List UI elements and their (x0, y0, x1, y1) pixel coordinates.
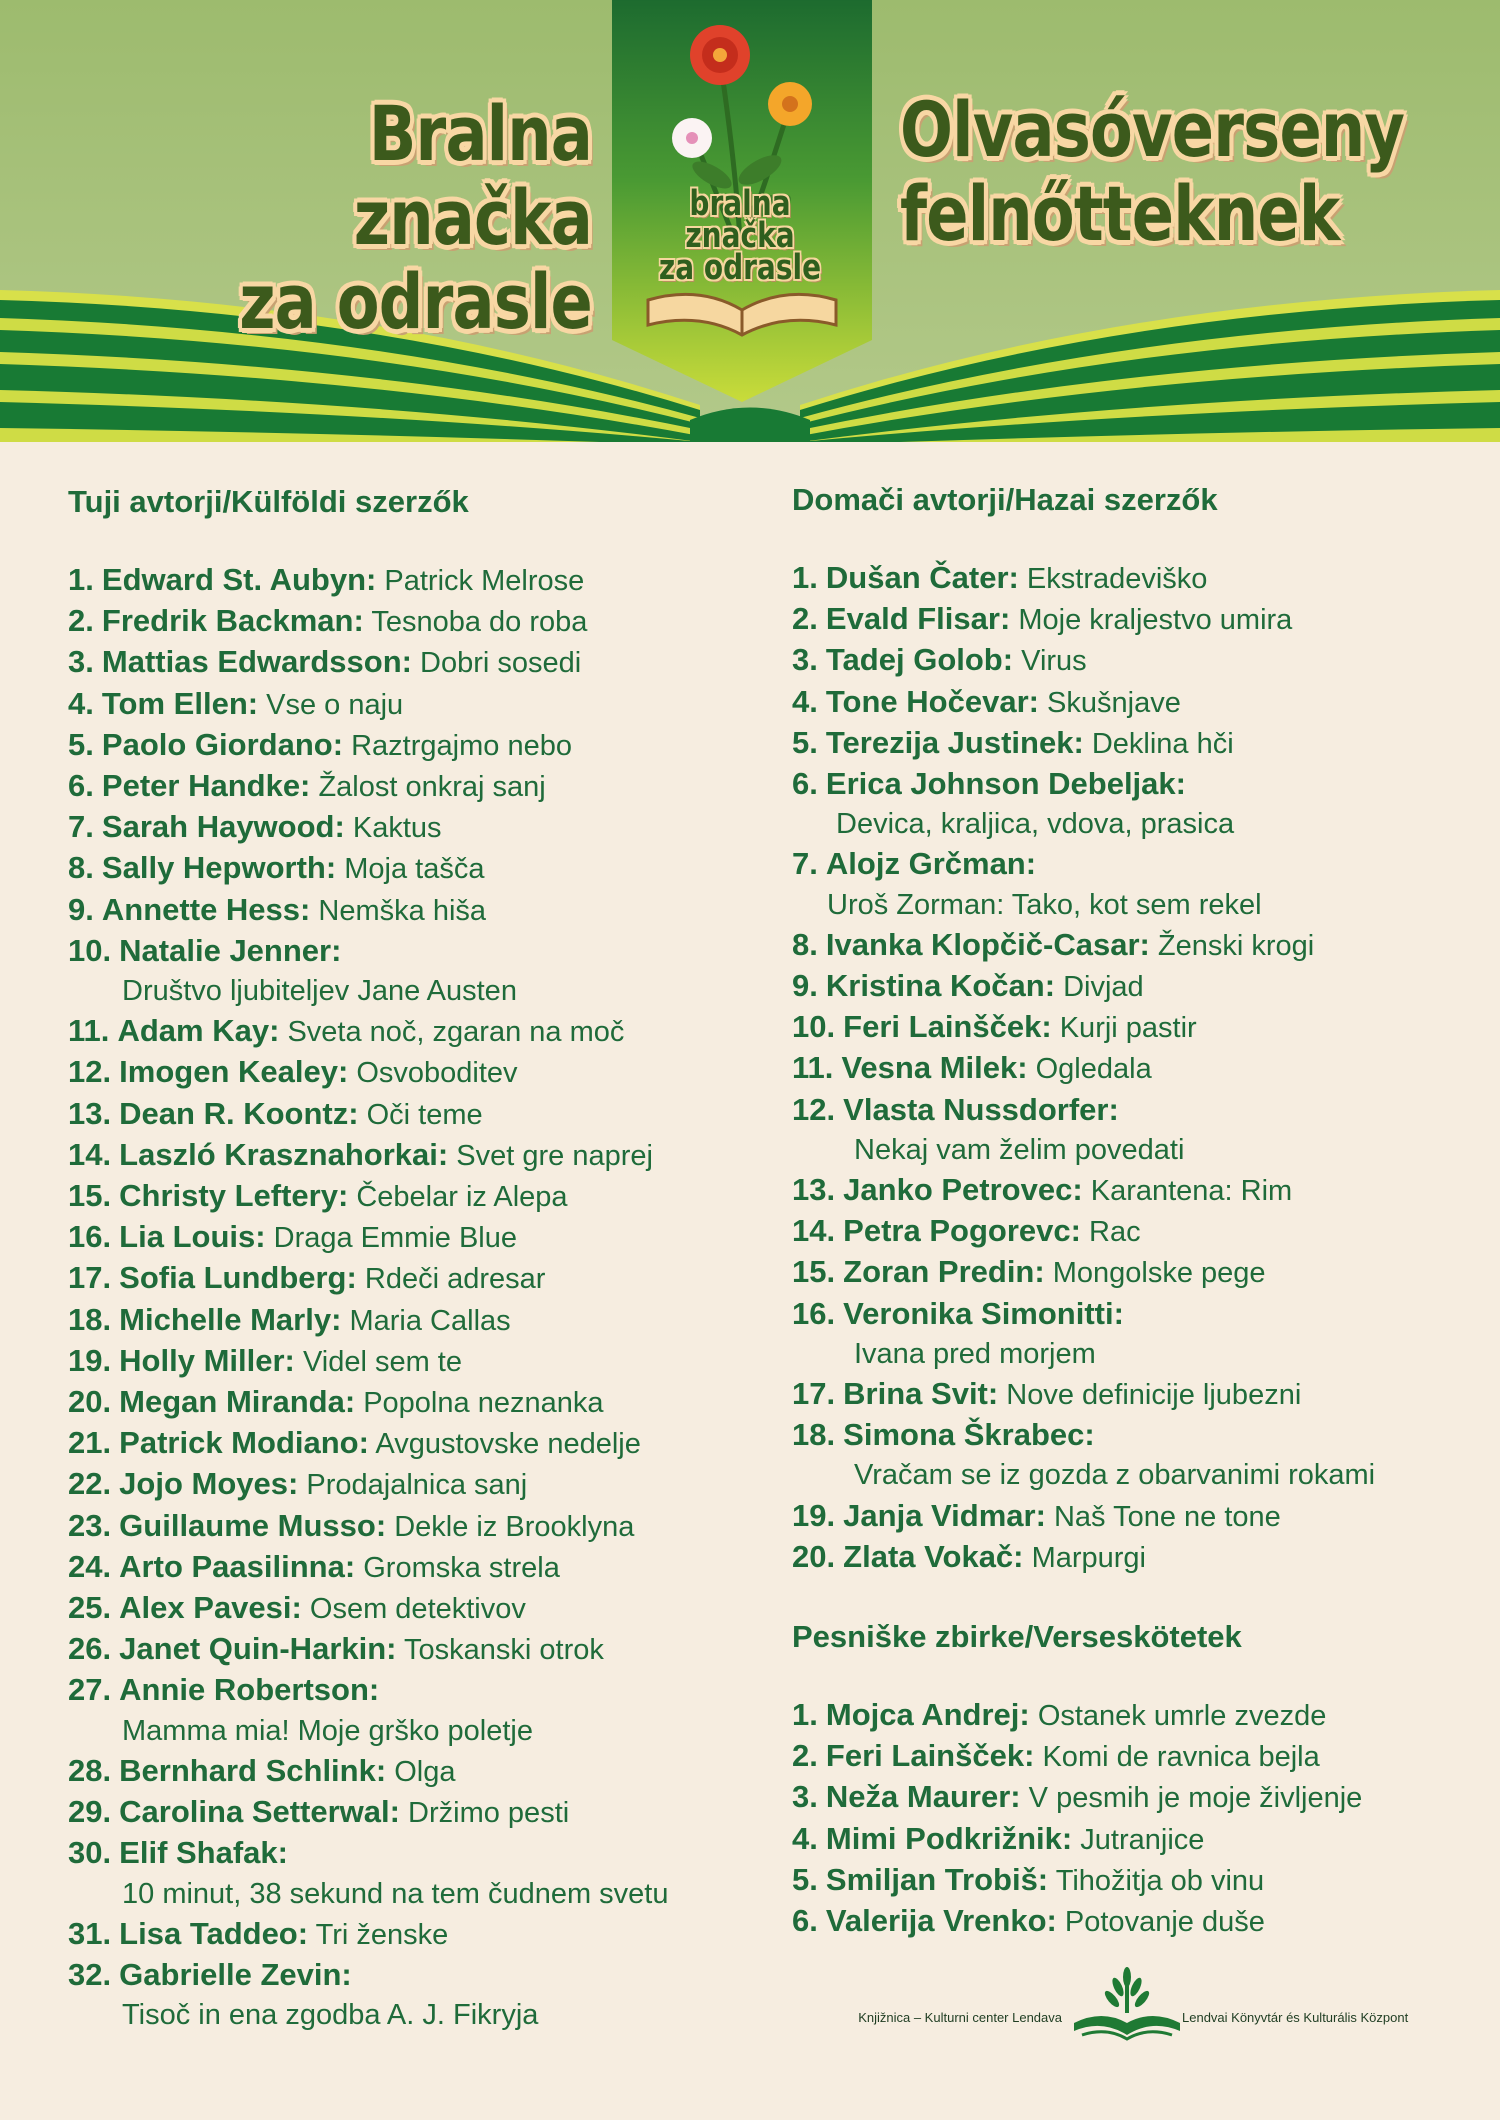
list-item: 4. Tone Hočevar: Skušnjave (792, 683, 1181, 719)
list-item: 21. Patrick Modiano: Avgustovske nedelje (68, 1425, 641, 1461)
list-item: 32. Gabrielle Zevin: Tisoč in ena zgodba A. J. Fikryja (68, 1956, 539, 2032)
list-item: 2. Feri Lainšček: Komi de ravnica bejla (792, 1738, 1320, 1774)
list-item: 16. Lia Louis: Draga Emmie Blue (68, 1219, 517, 1255)
list-item: 12. Vlasta Nussdorfer: Nekaj vam želim povedati (792, 1091, 1185, 1166)
white-flower-icon (672, 118, 712, 158)
foreign-authors-column (68, 482, 768, 2035)
list-item: 20. Zlata Vokač: Marpurgi (792, 1538, 1146, 1574)
list-item: 29. Carolina Setterwal: Držimo pesti (68, 1794, 570, 1830)
list-item: 9. Annette Hess: Nemška hiša (68, 891, 487, 927)
list-item: 27. Annie Robertson: Mamma mia! Moje grško poletje (68, 1672, 533, 1747)
list-item: 6. Valerija Vrenko: Potovanje duše (792, 1903, 1265, 1939)
list-item: 3. Tadej Golob: Virus (792, 642, 1087, 678)
header-banner (0, 0, 1500, 442)
list-item: 9. Kristina Kočan: Divjad (792, 968, 1144, 1004)
list-item: 23. Guillaume Musso: Dekle iz Brooklyna (68, 1507, 635, 1543)
title-slovenian (182, 89, 592, 346)
list-item: 28. Bernhard Schlink: Olga (68, 1752, 456, 1788)
list-item: 7. Alojz Grčman: Uroš Zorman: Tako, kot sem rekel (792, 846, 1262, 921)
list-item: 24. Arto Paasilinna: Gromska strela (68, 1548, 560, 1584)
footer-library-hungarian: Lendvai Könyvtár és Kulturális Központ (1182, 2010, 1409, 2025)
list-item: 14. Laszló Krasznahorkai: Svet gre naprej (68, 1136, 653, 1172)
list-item: 10. Natalie Jenner: Društvo ljubiteljev Jane Austen (68, 932, 517, 1008)
logo-line-2: značka (685, 216, 795, 256)
list-item: 12. Imogen Kealey: Osvoboditev (68, 1054, 518, 1090)
foreign-heading: Tuji avtorji/Külföldi szerzők (68, 484, 469, 519)
list-item: 3. Neža Maurer: V pesmih je moje življenje (792, 1779, 1363, 1815)
logo-line-1: bralna (689, 184, 791, 224)
list-item: 17. Sofia Lundberg: Rdeči adresar (68, 1260, 546, 1296)
list-item: 11. Vesna Milek: Ogledala (792, 1050, 1152, 1086)
list-item: 7. Sarah Haywood: Kaktus (68, 809, 442, 845)
list-item: 13. Janko Petrovec: Karantena: Rim (792, 1172, 1293, 1208)
list-item: 15. Zoran Predin: Mongolske pege (792, 1254, 1266, 1290)
title-right-line-2: felnőtteknek (900, 169, 1340, 258)
list-item: 8. Ivanka Klopčič-Casar: Ženski krogi (792, 926, 1315, 962)
orange-flower-icon (768, 82, 812, 126)
section-spacer (792, 1578, 1492, 1617)
list-item: 4. Tom Ellen: Vse o naju (68, 685, 404, 721)
list-item: 5. Terezija Justinek: Deklina hči (792, 724, 1234, 760)
list-item: 5. Paolo Giordano: Raztrgajmo nebo (68, 726, 572, 762)
title-left-line-2: za odrasle (239, 257, 592, 346)
logo-text (638, 184, 843, 288)
list-item: 11. Adam Kay: Sveta noč, zgaran na moč (68, 1013, 625, 1049)
list-item: 6. Erica Johnson Debeljak: Devica, kraljica, vdova, prasica (792, 766, 1235, 841)
list-item: 30. Elif Shafak: 10 minut, 38 sekund na tem čudnem svetu (68, 1835, 669, 1910)
list-item: 3. Mattias Edwardsson: Dobri sosedi (68, 644, 582, 680)
red-flower-icon (690, 25, 750, 85)
list-item: 10. Feri Lainšček: Kurji pastir (792, 1009, 1197, 1045)
domestic-heading: Domači avtorji/Hazai szerzők (792, 482, 1218, 517)
list-item: 20. Megan Miranda: Popolna neznanka (68, 1384, 604, 1420)
list-item: 8. Sally Hepworth: Moja tašča (68, 850, 485, 886)
title-hungarian (900, 85, 1405, 258)
poetry-heading: Pesniške zbirke/Verseskötetek (792, 1619, 1242, 1655)
list-item: 6. Peter Handke: Žalost onkraj sanj (68, 768, 546, 804)
list-item: 2. Evald Flisar: Moje kraljestvo umira (792, 601, 1293, 637)
list-item: 1. Dušan Čater: Ekstradeviško (792, 560, 1208, 595)
list-item: 1. Mojca Andrej: Ostanek umrle zvezde (792, 1697, 1327, 1733)
list-item: 13. Dean R. Koontz: Oči teme (68, 1095, 483, 1131)
list-item: 22. Jojo Moyes: Prodajalnica sanj (68, 1466, 528, 1502)
list-item: 26. Janet Quin-Harkin: Toskanski otrok (68, 1631, 604, 1667)
list-item: 31. Lisa Taddeo: Tri ženske (68, 1915, 449, 1951)
list-item: 4. Mimi Podkrižnik: Jutranjice (792, 1820, 1205, 1856)
list-item: 18. Simona Škrabec: Vračam se iz gozda z obarvanimi rokami (792, 1417, 1376, 1492)
list-item: 16. Veronika Simonitti: Ivana pred morjem (792, 1295, 1124, 1370)
list-item: 1. Edward St. Aubyn: Patrick Melrose (68, 562, 585, 597)
title-right-line-1: Olvasóverseny (900, 85, 1405, 174)
footer (810, 1965, 1460, 2045)
domestic-authors-column (792, 480, 1492, 1942)
list-item: 25. Alex Pavesi: Osem detektivov (68, 1590, 526, 1626)
list-item: 19. Holly Miller: Videl sem te (68, 1342, 462, 1378)
logo-line-3: za odrasle (658, 248, 822, 288)
list-item: 15. Christy Leftery: Čebelar iz Alepa (68, 1178, 568, 1214)
list-item: 2. Fredrik Backman: Tesnoba do roba (68, 603, 588, 639)
list-item: 5. Smiljan Trobiš: Tihožitja ob vinu (792, 1861, 1265, 1897)
title-left-line-1: Bralna značka (353, 89, 592, 262)
list-item: 14. Petra Pogorevc: Rac (792, 1213, 1141, 1249)
list-item: 19. Janja Vidmar: Naš Tone ne tone (792, 1497, 1281, 1533)
footer-library-slovenian: Knjižnica – Kulturni center Lendava (858, 2010, 1062, 2025)
list-item: 18. Michelle Marly: Maria Callas (68, 1301, 511, 1337)
list-item: 17. Brina Svit: Nove definicije ljubezni (792, 1376, 1302, 1412)
library-logo-icon (1072, 1965, 1182, 2045)
